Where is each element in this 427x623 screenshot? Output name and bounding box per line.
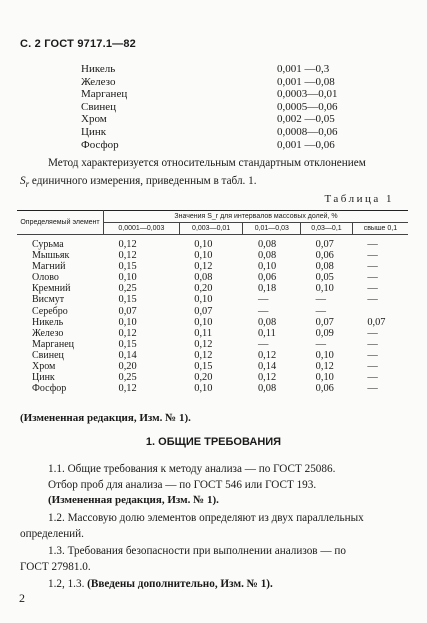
table-cell: 0,15 (194, 361, 213, 373)
table-col-header: 0,01—0,03 (243, 223, 301, 235)
table-cell: — (367, 372, 378, 384)
table-cell: — (257, 338, 269, 350)
table-cell: 0,11 (257, 327, 276, 339)
table-col-header: 0,03—0,1 (301, 223, 353, 235)
table-cell-name: Олово (32, 272, 59, 284)
element-range: 0,0008—0,06 (277, 125, 338, 138)
element-range: 0,002 —0,05 (277, 113, 335, 126)
table-cell: 0,12 (257, 372, 277, 384)
table-cell: 0,06 (315, 250, 334, 262)
table-row (17, 294, 408, 305)
table-cell: 0,15 (118, 294, 137, 306)
sr-table (17, 210, 408, 394)
clause-1-2: 1.2. Массовую долю элементов определяют из двух параллельных (48, 512, 364, 524)
table-cell: 0,20 (194, 372, 213, 384)
table-cell-name: Висмут (32, 294, 65, 306)
table-cell: 0,07 (367, 316, 386, 328)
table-cell: — (367, 349, 378, 361)
table-row (17, 272, 408, 283)
table-col-header: 0,0001—0,003 (104, 223, 180, 235)
table-cell-name: Цинк (32, 372, 55, 384)
table-cell: 0,10 (118, 272, 137, 284)
table-cell-name: Серебро (32, 305, 68, 317)
table-cell: 0,12 (118, 250, 137, 262)
table-row (17, 306, 408, 317)
table-cell: — (257, 294, 269, 306)
edit-note-2: (Измененная редакция, Изм. № 1). (48, 494, 219, 506)
table-cell: 0,09 (315, 327, 334, 339)
table-cell: 0,11 (194, 327, 213, 339)
table-cell: 0,10 (257, 261, 277, 273)
table-cell: 0,18 (257, 283, 277, 295)
intro-line-2-text: единичного измерения, приведенным в табл. 1. (29, 175, 257, 187)
intro-line-1: Метод характеризуется относительным стандартным отклонением (48, 157, 366, 169)
table-cell: 0,10 (118, 316, 137, 328)
table-cell: — (367, 327, 378, 339)
table-row (17, 239, 408, 250)
list-item (81, 76, 338, 89)
clause-1-2-cont: определений. (20, 528, 84, 540)
table-cell: — (367, 338, 378, 350)
table-cell: — (367, 261, 378, 273)
table-cell: — (367, 294, 378, 306)
element-range: 0,0003—0,01 (277, 88, 338, 101)
table-cell: 0,08 (257, 383, 277, 395)
clause-final-bold: (Введены дополнительно, Изм. № 1). (87, 578, 273, 590)
table-cell: 0,07 (118, 305, 137, 317)
table-cell: 0,12 (118, 383, 137, 395)
element-name: Марганец (81, 88, 128, 101)
element-range: 0,001 —0,06 (277, 138, 335, 151)
table-cell: 0,14 (257, 361, 277, 373)
table-cell-name: Магний (32, 261, 66, 273)
table-cell: — (367, 250, 378, 262)
table-col-header: 0,003—0,01 (179, 223, 243, 235)
table-row (17, 339, 408, 350)
element-range: 0,001 —0,08 (277, 75, 335, 88)
table-cell: 0,25 (118, 283, 137, 295)
list-item (81, 126, 338, 139)
table-cell-name: Кремний (32, 283, 71, 295)
table-cell-name: Никель (32, 316, 64, 328)
table-cell: — (367, 361, 378, 373)
table-cell: 0,10 (194, 316, 213, 328)
table-cell: 0,10 (315, 349, 334, 361)
element-range-list (81, 63, 338, 151)
table-cell: 0,15 (118, 338, 137, 350)
sr-subscript: r (25, 179, 30, 190)
list-item (81, 88, 338, 101)
table-row (17, 328, 408, 339)
table-col-header: свыше 0,1 (352, 223, 408, 235)
table-cell: 0,12 (118, 327, 137, 339)
table-cell: 0,07 (315, 239, 334, 250)
table-cell (352, 306, 408, 317)
clause-1-3: 1.3. Требования безопасности при выполнении анализов — по (48, 545, 346, 557)
table-row (17, 361, 408, 372)
table-row (17, 283, 408, 294)
table-cell: 0,05 (315, 272, 334, 284)
table-cell: 0,08 (194, 272, 213, 284)
table-header-element: Определяемый элемент (17, 211, 104, 235)
table-cell-name: Фосфор (32, 383, 67, 395)
table-cell-name: Мышьяк (32, 250, 70, 262)
list-item (81, 63, 338, 76)
clause-1-1-sampling: Отбор проб для анализа — по ГОСТ 546 или ГОСТ 193. (48, 479, 317, 491)
table-cell: 0,12 (194, 338, 213, 350)
table-cell-name: Хром (32, 361, 56, 373)
clause-1-1: 1.1. Общие требования к методу анализа — по ГОСТ 25086. (48, 463, 336, 475)
table-cell: 0,07 (194, 305, 213, 317)
table-cell: 0,07 (315, 316, 334, 328)
table-cell: 0,08 (257, 316, 277, 328)
list-item (81, 113, 338, 126)
table-cell: — (367, 283, 378, 295)
table-cell: 0,10 (194, 250, 213, 262)
table-cell: — (367, 383, 378, 395)
table-cell: 0,25 (118, 372, 137, 384)
table-cell: 0,12 (257, 349, 277, 361)
table-cell: 0,12 (118, 239, 137, 250)
table-cell-name: Сурьма (32, 239, 64, 250)
table-cell: — (315, 294, 327, 306)
clause-final-numbers: 1.2, 1.3. (48, 578, 88, 590)
table-cell: 0,20 (118, 361, 137, 373)
table-cell: 0,10 (315, 372, 334, 384)
table-cell-name: Марганец (32, 338, 75, 350)
list-item (81, 101, 338, 114)
element-range: 0,001 —0,3 (277, 63, 330, 75)
table-cell-name: Свинец (32, 349, 64, 361)
table-cell: 0,06 (257, 272, 277, 284)
table-cell: 0,08 (257, 250, 277, 262)
table-cell: — (367, 239, 378, 250)
table-cell: 0,15 (118, 261, 137, 273)
table-cell: 0,08 (257, 239, 277, 250)
table-cell: 0,10 (194, 239, 213, 250)
element-name: Цинк (81, 125, 107, 138)
intro-line-2 (20, 173, 257, 192)
clause-1-3-cont: ГОСТ 27981.0. (20, 561, 91, 573)
table-header-group: Значения S_r для интервалов массовых долей, % (104, 211, 409, 223)
table-row (17, 383, 408, 394)
table-caption: Таблица 1 (324, 193, 394, 205)
edit-note-1: (Измененная редакция, Изм. № 1). (20, 412, 191, 424)
element-name: Фосфор (81, 138, 119, 151)
table-cell: — (315, 305, 327, 317)
table-cell: 0,10 (194, 383, 213, 395)
table-cell-name: Железо (32, 327, 64, 339)
table-cell: — (367, 272, 378, 284)
table-cell: 0,10 (315, 283, 334, 295)
table-cell: — (257, 305, 269, 317)
table-row (17, 317, 408, 328)
table-cell: 0,08 (315, 261, 334, 273)
list-item (81, 139, 338, 152)
table-cell: 0,12 (194, 261, 213, 273)
table-row (17, 372, 408, 383)
table-row (17, 250, 408, 261)
table-cell: 0,06 (315, 383, 334, 395)
element-name: Никель (81, 63, 116, 75)
table-cell: 0,12 (315, 361, 334, 373)
table-row (17, 350, 408, 361)
table-cell: — (315, 338, 327, 350)
page-number: 2 (19, 591, 25, 605)
element-name: Железо (81, 75, 116, 88)
element-range: 0,0005—0,06 (277, 100, 338, 113)
page-header: С. 2 ГОСТ 9717.1—82 (20, 38, 137, 50)
section-title: 1. ОБЩИЕ ТРЕБОВАНИЯ (145, 436, 282, 448)
table-cell: 0,12 (194, 349, 213, 361)
table-cell: 0,20 (194, 283, 213, 295)
table-row (17, 261, 408, 272)
element-name: Хром (81, 113, 107, 126)
element-name: Свинец (81, 100, 117, 113)
sr-symbol: S (20, 175, 26, 187)
table-cell: 0,14 (118, 349, 137, 361)
clause-final-note (48, 576, 273, 592)
table-cell: 0,10 (194, 294, 213, 306)
